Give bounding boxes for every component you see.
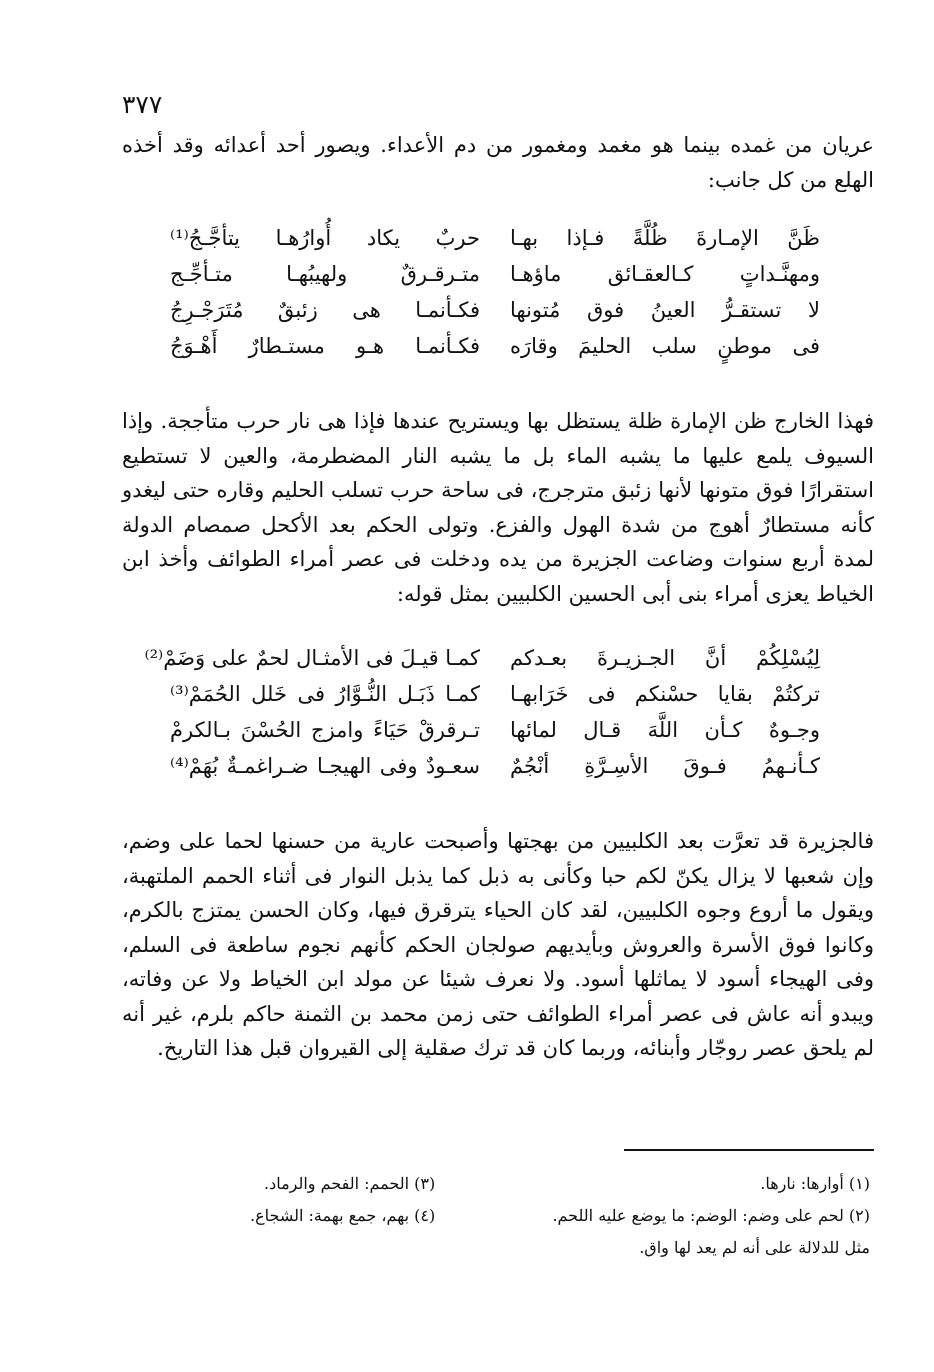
verse-second-hemistich: فكـأنمـا هى زئبقٌ مُتَرَجْـرِجُ <box>170 298 480 322</box>
footnote-1: (١) أوارها: نارها. <box>760 1174 870 1193</box>
footnotes-left-column <box>250 1168 435 1232</box>
page-number: ٣٧٧ <box>122 90 163 119</box>
footnote-separator <box>624 1149 874 1151</box>
poem-1-verse <box>170 256 820 292</box>
verse-first-hemistich: كـأنـهمُ فـوقَ الأسِـرَّةِ أنْجُمٌ <box>510 754 820 778</box>
paragraph-intro: عريان من غمده بينما هو مغمد ومغمور من دم الأعداء. ويصور أحد أعدائه وقد أخذه الهلع من كل جانب: <box>122 133 874 192</box>
poem-2-verse <box>170 748 820 784</box>
poem-2-verse <box>170 712 820 748</box>
verse-first-hemistich: وجـوهٌ كـأن اللَّهَ قـال لمائها <box>510 718 820 742</box>
footnote-4: (٤) بهم، جمع بهمة: الشجاع. <box>250 1206 436 1225</box>
verse-second-hemistich: كمـا قيـلَ فى الأمثـال لحمٌ على وَضَمْ⁽²⁾ <box>144 646 480 670</box>
poem-2-verse <box>144 640 820 676</box>
verse-second-hemistich: حربٌ يكاد أُوارُهـا يتأجَّـجُ⁽¹⁾ <box>170 226 480 250</box>
verse-second-hemistich: سعـودٌ وفى الهيجـا ضـراغمـةٌ بُهَمْ⁽⁴⁾ <box>170 754 480 778</box>
poem-2 <box>144 640 820 784</box>
footnote-2-continuation: مثل للدلالة على أنه لم يعد لها واق. <box>639 1238 870 1257</box>
footnote-3: (٣) الحمم: الفحم والرماد. <box>264 1174 436 1193</box>
poem-1-verse <box>170 292 820 328</box>
verse-first-hemistich: فى موطنٍ سلب الحليمَ وقارَه <box>510 334 820 358</box>
verse-first-hemistich: لِيُسْلِكُمْ أنَّ الجـزيـرةَ بعـدكم <box>510 646 820 670</box>
poem-2-verse <box>170 676 820 712</box>
footnotes <box>250 1168 870 1264</box>
paragraph-conclusion: فالجزيرة قد تعرَّت بعد الكلبيين من بهجتها وأصبحت عارية من حسنها لحما على وضم، وإن شعبها لا يزال يكنّ لكم حبا وكأنى به ذبل كما يذبل النوار فى أثناء الحمم الملتهبة، ويقول ما أروع وجوه الكلبيين، لقد كان الحياء يترقرق فيها، وكان الحسن يمتزج بالكرم، وكانوا فوق الأسرة والعروش وبأيديهم صولجان الحكم كأنهم نجوم ساطعة فى السلم، وفى الهيجاء أسود لا يماثلها أسود. ولا نعرف شيئا عن مولد ابن الخياط ولا عن وفاته، ويبدو أنه عاش فى عصر أمراء الطوائف حتى زمن محمد بن الثمنة حاكم بلرم، غير أنه لم يلحق عصر روجّار وأبنائه، وربما كان قد ترك صقلية إلى القيروان قبل هذا التاريخ. <box>122 829 874 1060</box>
poem-1-verse <box>170 328 820 364</box>
verse-first-hemistich: ومهنَّـداتٍ كـالعقـائق ماؤهـا <box>510 262 820 286</box>
verse-first-hemistich: تركتُمْ بقايا حسْنكم فى خَرَابهـا <box>510 682 820 706</box>
verse-second-hemistich: متـرقـرقٌ ولهيبُهـا متـأجِّـج <box>170 262 480 286</box>
footnote-2: (٢) لحم على وضم: الوضم: ما يوضع عليه اللحم. <box>552 1206 870 1225</box>
paragraph-commentary: فهذا الخارج ظن الإمارة ظلة يستظل بها ويستريح عندها فإذا هى نار حرب متأججة. وإذا السيوف يلمع عليها ما يشبه الماء بل ما يشبه النار المضطرمة، والعين لا تستطيع استقرارًا فوق متونها لأنها زئبق مترجرج، فى ساحة حرب تسلب الحليم وقاره حتى ليغدو كأنه مستطارٌ أهوج من شدة الهول والفزع. وتولى الحكم بعد الأكحل صمصام الدولة لمدة أربع سنوات وضاعت الجزيرة من يده ودخلت فى عصر أمراء الطوائف وأخذ ابن الخياط يعزى أمراء بنى أبى الحسين الكلبيين بمثل قوله: <box>122 409 875 606</box>
footnotes-right-column <box>552 1168 870 1232</box>
verse-second-hemistich: فكـأنمـا هـو مستـطارٌ أَهْـوَجُ <box>170 334 480 358</box>
verse-first-hemistich: لا تستقـرُّ العينُ فوق مُتونها <box>510 298 820 322</box>
verse-first-hemistich: ظَنَّ الإمـارةَ ظُلَّةً فـإذا بهـا <box>510 226 820 250</box>
verse-second-hemistich: كمـا ذَبَـل النُّـوَّارُ فى خَلل الحُمَمْ⁽³⁾ <box>170 682 480 706</box>
verse-second-hemistich: تـرقرقْ حَيَاءً وامزج الحُسْنَ بـالكرمْ <box>170 718 480 742</box>
poem-1 <box>170 220 820 364</box>
poem-1-verse <box>170 220 820 256</box>
